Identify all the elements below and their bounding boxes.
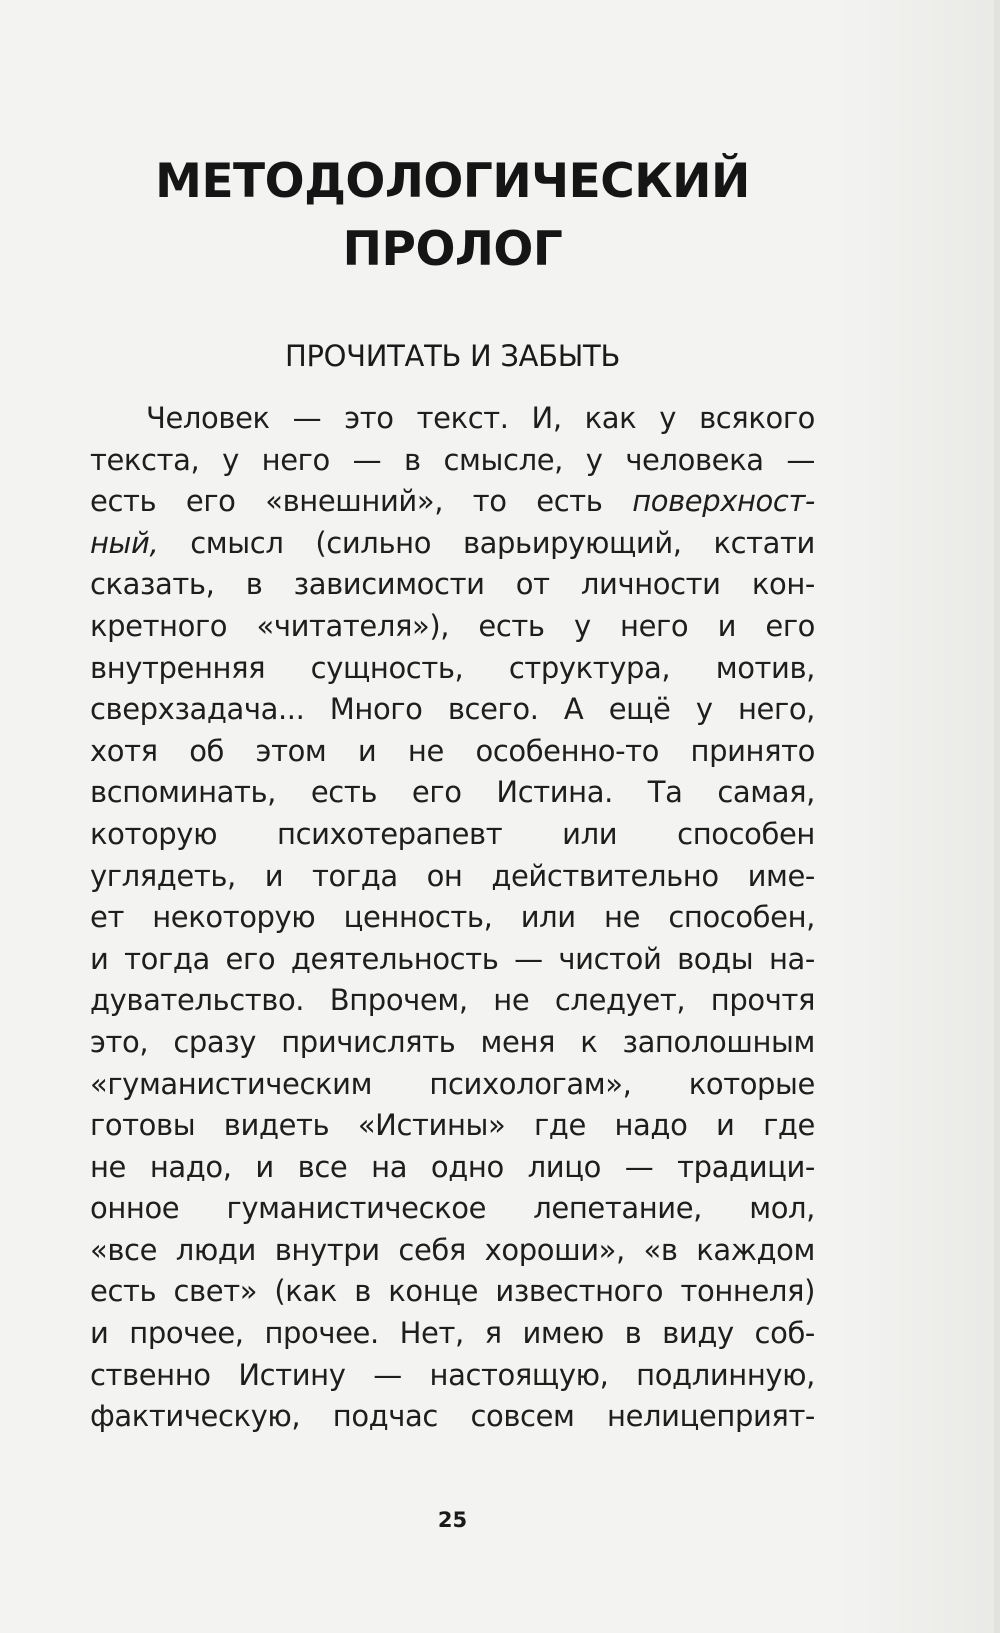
- text-line: текста, у него — в смысле, у человека —: [90, 442, 815, 477]
- chapter-title: [90, 148, 815, 284]
- page-bleed-shadow: [840, 0, 1000, 1633]
- text-line: онное гуманистическое лепетание, мол,: [90, 1191, 815, 1226]
- text-line: вспоминать, есть его Истина. Та самая,: [90, 775, 815, 810]
- text-line: сказать, в зависимости от личности кон-: [90, 567, 815, 602]
- text-line: [90, 523, 815, 565]
- text-line: «все люди внутри себя хороши», «в каждом: [90, 1232, 815, 1267]
- text-line: Человек — это текст. И, как у всякого: [146, 401, 815, 435]
- text-line: ет некоторую ценность, или не способен,: [90, 900, 815, 935]
- text-line: углядеть, и тогда он действительно име-: [90, 858, 815, 893]
- text-line: «гуманистическим психологам», которые: [90, 1066, 815, 1101]
- text-line: сверхзадача... Много всего. А ещё у него,: [90, 692, 815, 727]
- page-edge: [994, 0, 1000, 1633]
- text-line: и тогда его деятельность — чистой воды на-: [90, 941, 815, 976]
- book-page: [90, 0, 815, 1633]
- text-line: фактическую, подчас совсем нелицеприят-: [90, 1399, 815, 1434]
- chapter-title-line-2: ПРОЛОГ: [342, 222, 563, 277]
- italic-text: поверхност-: [632, 484, 815, 519]
- section-title: ПРОЧИТАТЬ И ЗАБЫТЬ: [284, 339, 621, 373]
- body-paragraph: [90, 398, 815, 1438]
- text-line: это, сразу причислять меня к заполошным: [90, 1024, 815, 1059]
- text-line: и прочее, прочее. Нет, я имею в виду соб-: [90, 1316, 815, 1351]
- chapter-title-line-1: МЕТОДОЛОГИЧЕСКИЙ: [155, 154, 750, 209]
- text-line: не надо, и все на одно лицо — традици-: [90, 1149, 815, 1184]
- text-span: смысл (сильно варьирующий, кстати: [158, 525, 815, 560]
- text-line: [90, 481, 815, 523]
- text-line: есть свет» (как в конце известного тоннеля): [90, 1274, 815, 1309]
- text-line: ственно Истину — настоящую, подлинную,: [90, 1357, 815, 1392]
- text-line: которую психотерапевт или способен: [90, 816, 815, 851]
- text-span: есть его «внешний», то есть: [90, 484, 633, 519]
- text-line: дувательство. Впрочем, не следует, прочтя: [90, 983, 815, 1018]
- text-line: готовы видеть «Истины» где надо и где: [90, 1108, 815, 1143]
- text-line: внутренняя сущность, структура, мотив,: [90, 650, 815, 685]
- italic-text: ный,: [90, 525, 159, 560]
- text-line: хотя об этом и не особенно-то принято: [90, 733, 815, 768]
- text-line: кретного «читателя»), есть у него и его: [90, 608, 815, 643]
- page-number: 25: [437, 1508, 468, 1532]
